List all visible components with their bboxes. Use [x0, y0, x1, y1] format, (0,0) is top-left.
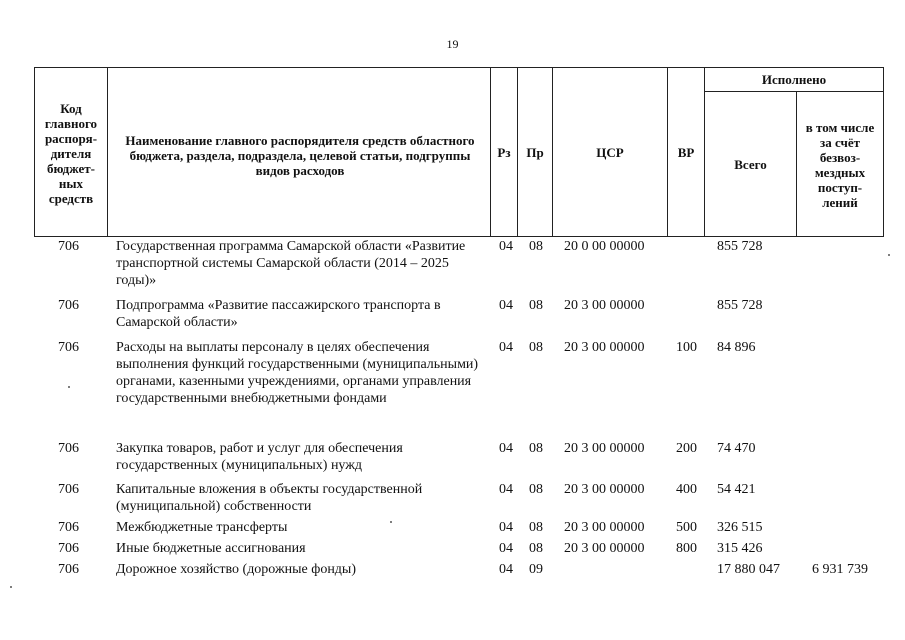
row-csr: 20 3 00 00000 — [564, 541, 645, 556]
row-total: 84 896 — [717, 340, 756, 355]
row-rz: 04 — [499, 482, 513, 497]
row-vr: 400 — [676, 482, 697, 497]
header-code: Код главного распоря-дителя бюджет-ных средств — [44, 100, 98, 206]
page-number: 19 — [446, 37, 459, 51]
row-csr: 20 3 00 00000 — [564, 482, 645, 497]
row-rz: 04 — [499, 298, 513, 313]
row-name: Расходы на выплаты персоналу в целях обеспечения выполнения функций государственными (муниципальными) органами, казенными учреждениями, органами управления государственными внебюджетными фондами — [116, 340, 479, 406]
row-code: 706 — [58, 562, 79, 577]
row-total: 855 728 — [717, 239, 763, 254]
row-code: 706 — [58, 298, 79, 313]
row-code: 706 — [58, 340, 79, 355]
row-rz: 04 — [499, 520, 513, 535]
scan-speck — [68, 386, 70, 388]
header-executed: Исполнено — [761, 71, 827, 87]
scan-speck — [390, 521, 392, 523]
row-csr: 20 3 00 00000 — [564, 298, 645, 313]
row-name: Дорожное хозяйство (дорожные фонды) — [116, 562, 357, 577]
row-rz: 04 — [499, 562, 513, 577]
row-total: 54 421 — [717, 482, 756, 497]
row-code: 706 — [58, 239, 79, 254]
row-pr: 08 — [529, 298, 543, 313]
row-vr: 100 — [676, 340, 697, 355]
header-csr: ЦСР — [596, 144, 624, 160]
row-pr: 08 — [529, 541, 543, 556]
scan-speck — [10, 586, 12, 588]
row-vr: 500 — [676, 520, 697, 535]
row-rz: 04 — [499, 441, 513, 456]
row-name: Подпрограмма «Развитие пассажирского транспорта в Самарской области» — [116, 298, 441, 330]
row-pr: 08 — [529, 482, 543, 497]
row-name: Межбюджетные трансферты — [116, 520, 288, 535]
row-free: 6 931 739 — [812, 562, 868, 577]
row-vr: 200 — [676, 441, 697, 456]
row-total: 855 728 — [717, 298, 763, 313]
row-csr: 20 3 00 00000 — [564, 520, 645, 535]
row-vr: 800 — [676, 541, 697, 556]
header-rz: Рз — [497, 144, 511, 160]
header-vr: ВР — [677, 144, 695, 160]
row-name: Закупка товаров, работ и услуг для обеспечения государственных (муниципальных) нужд — [116, 441, 403, 473]
row-total: 74 470 — [717, 441, 756, 456]
row-code: 706 — [58, 441, 79, 456]
row-csr: 20 0 00 00000 — [564, 239, 645, 254]
row-total: 17 880 047 — [717, 562, 780, 577]
row-total: 326 515 — [717, 520, 763, 535]
row-rz: 04 — [499, 340, 513, 355]
row-name: Государственная программа Самарской области «Развитие транспортной системы Самарской области (2014 – 2025 годы)» — [116, 239, 466, 288]
row-rz: 04 — [499, 541, 513, 556]
header-name: Наименование главного распорядителя средств областного бюджета, раздела, подраздела, целевой статьи, подгруппы видов расходов — [125, 132, 475, 178]
row-pr: 08 — [529, 239, 543, 254]
header-free: в том числе за счёт безвоз-мездных поступ-лений — [805, 120, 875, 210]
row-code: 706 — [58, 541, 79, 556]
header-pr: Пр — [526, 144, 544, 160]
row-code: 706 — [58, 520, 79, 535]
row-rz: 04 — [499, 239, 513, 254]
row-csr: 20 3 00 00000 — [564, 340, 645, 355]
row-pr: 08 — [529, 340, 543, 355]
row-code: 706 — [58, 482, 79, 497]
scan-speck — [888, 254, 890, 256]
row-pr: 08 — [529, 441, 543, 456]
row-name: Капитальные вложения в объекты государственной (муниципальной) собственности — [116, 482, 423, 514]
row-total: 315 426 — [717, 541, 763, 556]
row-csr: 20 3 00 00000 — [564, 441, 645, 456]
row-pr: 08 — [529, 520, 543, 535]
header-total: Всего — [734, 157, 767, 172]
row-name: Иные бюджетные ассигнования — [116, 541, 306, 556]
row-pr: 09 — [529, 562, 543, 577]
